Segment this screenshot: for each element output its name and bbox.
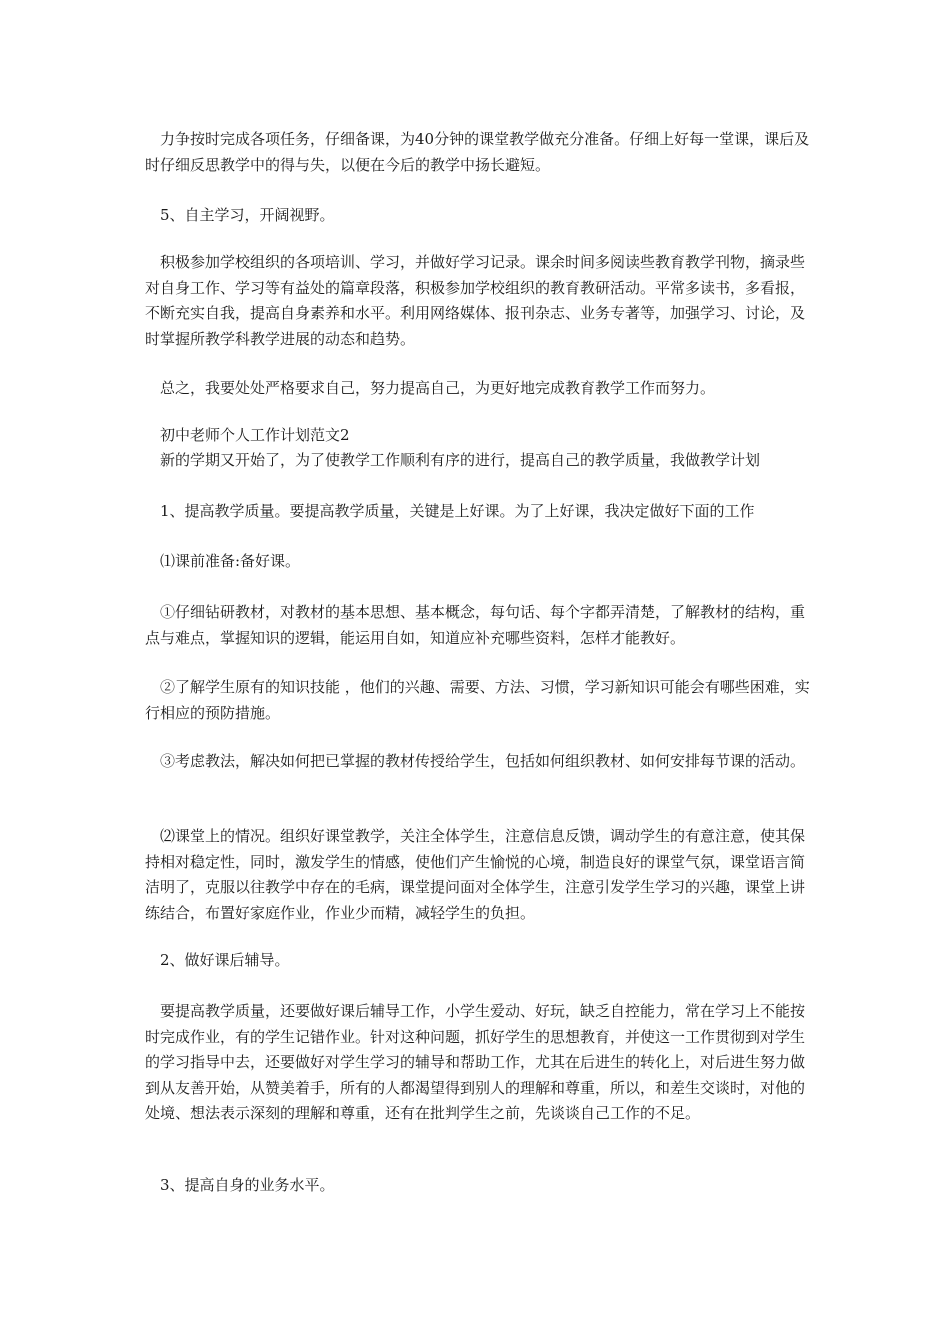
paragraph-intro: 新的学期又开始了，为了使教学工作顺利有序的进行，提高自己的教学质量，我做教学计划 xyxy=(160,451,761,469)
paragraph-classroom: ⑵课堂上的情况。组织好课堂教学，关注全体学生，注意信息反馈，调动学生的有意注意，使其保持相对稳定性，同时，激发学生的情感，使他们产生愉悦的心境，制造良好的课堂气氛，课堂语言简洁明了，克服以往教学中存在的毛病，课堂提问面对全体学生，注意引发学生学习的兴趣，课堂上讲练结合，布置好家庭作业，作业少而精，减轻学生的负担。 xyxy=(145,827,806,922)
paragraph-know-students: ②了解学生原有的知识技能 ，他们的兴趣、需要、方法、习惯，学习新知识可能会有哪些困难，实行相应的预防措施。 xyxy=(145,678,810,722)
heading-self-study: 5、自主学习，开阔视野。 xyxy=(160,206,335,224)
paragraph-teaching-method: ③考虑教法，解决如何把已掌握的教材传授给学生，包括如何组织教材、如何安排每节课的活动。 xyxy=(160,752,806,770)
heading-teaching-quality: 1、提高教学质量。要提高教学质量，关键是上好课。为了上好课，我决定做好下面的工作 xyxy=(160,502,755,520)
heading-after-class-tutoring: 2、做好课后辅导。 xyxy=(160,951,290,969)
heading-professional-level: 3、提高自身的业务水平。 xyxy=(160,1176,335,1194)
paragraph-task-completion: 力争按时完成各项任务，仔细备课，为40分钟的课堂教学做充分准备。仔细上好每一堂课，课后及时仔细反思教学中的得与失，以便在今后的教学中扬长避短。 xyxy=(145,130,810,174)
section-title: 初中老师个人工作计划范文2 xyxy=(160,426,350,444)
paragraph-tutoring: 要提高教学质量，还要做好课后辅导工作，小学生爱动、好玩，缺乏自控能力，常在学习上不能按时完成作业，有的学生记错作业。针对这种问题，抓好学生的思想教育，并使这一工作贯彻到对学生的学习指导中去，还要做好对学生学习的辅导和帮助工作，尤其在后进生的转化上，对后进生努力做到从友善开始，从赞美着手，所有的人都渴望得到别人的理解和尊重，所以，和差生交谈时，对他的处境、想法表示深刻的理解和尊重，还有在批判学生之前，先谈谈自己工作的不足。 xyxy=(145,1002,806,1122)
subheading-preparation: ⑴课前准备:备好课。 xyxy=(160,552,301,570)
paragraph-study-materials: ①仔细钻研教材，对教材的基本思想、基本概念，每句话、每个字都弄清楚，了解教材的结构，重点与难点，掌握知识的逻辑，能运用自如，知道应补充哪些资料，怎样才能教好。 xyxy=(145,603,806,647)
paragraph-training: 积极参加学校组织的各项培训、学习，并做好学习记录。课余时间多阅读些教育教学刊物，摘录些对自身工作、学习等有益处的篇章段落，积极参加学校组织的教育教研活动。平常多读书，多看报，不断充实自我，提高自身素养和水平。利用网络媒体、报刊杂志、业务专著等，加强学习、讨论，及时掌握所教学科教学进展的动态和趋势。 xyxy=(145,253,806,348)
paragraph-conclusion: 总之，我要处处严格要求自己，努力提高自己，为更好地完成教育教学工作而努力。 xyxy=(160,379,716,397)
